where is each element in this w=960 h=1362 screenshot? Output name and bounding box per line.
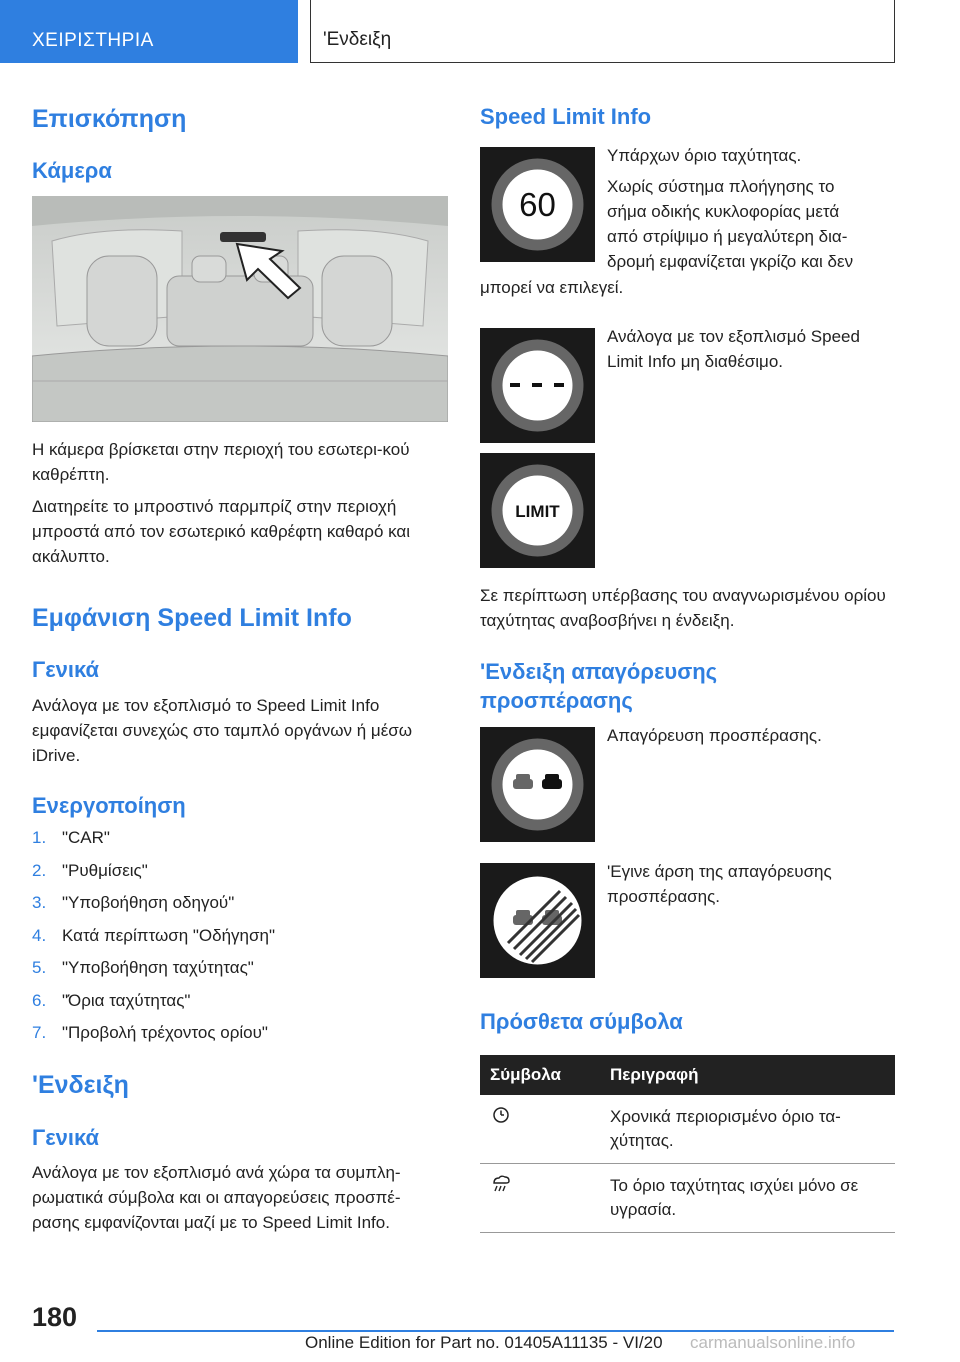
sli-paragraph-2-end: μπορεί να επιλεγεί. <box>480 278 624 297</box>
list-item: 4. Κατά περίπτωση "Οδήγηση" <box>32 925 275 945</box>
table-header-row <box>480 1055 895 1095</box>
no-overtaking-sign <box>480 727 595 842</box>
svg-text:60: 60 <box>519 186 556 223</box>
extra-symbols-heading: Πρόσθετα σύμβολα <box>480 1009 683 1034</box>
symbols-table <box>480 1055 895 1233</box>
list-item: 5. "Υποβοήθηση ταχύτητας" <box>32 958 254 977</box>
end-no-overtaking-sign <box>480 863 595 978</box>
table-row <box>480 1164 895 1233</box>
sli-heading: Speed Limit Info <box>480 104 652 129</box>
svg-text:LIMIT: LIMIT <box>515 502 560 521</box>
general-paragraph: Ανάλογα με τον εξοπλισμό το Speed Limit Info εμφανίζεται συνεχώς στο ταμπλό οργάνων ή μέσω iDrive. <box>32 696 413 765</box>
page-number: 180 <box>32 1302 78 1332</box>
table-cell-description: Το όριο ταχύτητας ισχύει μόνο σε υγρασία. <box>600 1164 895 1233</box>
display-heading: Εμφάνιση Speed Limit Info <box>32 604 352 632</box>
general2-heading: Γενικά <box>32 1125 100 1150</box>
table-cell-symbol <box>480 1095 600 1164</box>
header-section-tab <box>0 0 298 63</box>
overview-heading: Επισκόπηση <box>32 105 187 133</box>
sli-paragraph-2: Χωρίς σύστημα πλοήγησης το σήμα οδικής κυκλοφορίας μετά από στρίψιμο ή μεγαλύτερη δια- δρομή εμφανίζεται γκρίζο και δεν <box>607 177 854 271</box>
table-cell-description: Χρονικά περιορισμένο όριο τα-χύτητας. <box>600 1095 895 1164</box>
sli-paragraph-3: Ανάλογα με τον εξοπλισμό Speed Limit Info μη διαθέσιμο. <box>607 327 860 371</box>
rain-icon <box>490 1174 512 1194</box>
table-cell-symbol <box>480 1164 600 1233</box>
indication-heading: 'Ενδειξη <box>32 1071 129 1099</box>
camera-paragraph-2: Διατηρείτε το μπροστινό παρμπρίζ στην περιοχή μπροστά από τον εσωτερικό καθρέφτη καθαρό και ακάλυπτο. <box>32 497 411 566</box>
activation-steps-list <box>32 828 448 1056</box>
edition-note: Online Edition for Part no. 01405A11135 - VI/20 <box>305 1333 663 1352</box>
list-item: 2. "Ρυθμίσεις" <box>32 860 148 880</box>
overtake-heading: 'Ενδειξη απαγόρευσης προσπέρασης <box>480 659 718 713</box>
table-header-symbols: Σύμβολα <box>480 1055 600 1095</box>
speed-limit-unavailable-sign <box>480 328 595 443</box>
overtake-paragraph-1: Απαγόρευση προσπέρασης. <box>607 726 822 745</box>
speed-limit-limit-sign <box>480 453 595 568</box>
list-item: 6. "Όρια ταχύτητας" <box>32 990 191 1010</box>
general-heading: Γενικά <box>32 657 100 682</box>
clock-icon <box>490 1105 512 1125</box>
camera-heading: Κάμερα <box>32 158 112 183</box>
speed-limit-60-sign <box>480 147 595 262</box>
table-row <box>480 1095 895 1164</box>
header-chapter-tab <box>310 0 895 63</box>
list-item: 1. "CAR" <box>32 828 110 847</box>
general2-paragraph: Ανάλογα με τον εξοπλισμό ανά χώρα τα συμπλη-ρωματικά σύμβολα και οι απαγορεύσεις προσπέ-ρασης εμφανίζονται μαζί με το Speed Limit Info. <box>32 1163 401 1232</box>
sli-paragraph-1: Υπάρχων όριο ταχύτητας. <box>607 146 802 165</box>
camera-location-illustration <box>32 196 448 422</box>
list-item: 7. "Προβολή τρέχοντος ορίου" <box>32 1023 268 1042</box>
header-section-label: ΧΕΙΡΙΣΤΗΡΙΑ <box>32 30 154 51</box>
sli-paragraph-4: Σε περίπτωση υπέρβασης του αναγνωρισμένου ορίου ταχύτητας αναβοσβήνει η ένδειξη. <box>480 586 886 630</box>
table-header-description: Περιγραφή <box>600 1055 895 1095</box>
header-chapter-label: 'Ενδειξη <box>323 29 392 50</box>
overtake-paragraph-2: 'Εγινε άρση της απαγόρευσης προσπέρασης. <box>607 862 832 906</box>
watermark-text: carmanualsonline.info <box>690 1333 856 1352</box>
activation-heading: Ενεργοποίηση <box>32 793 186 818</box>
footer-divider <box>97 1330 894 1332</box>
camera-paragraph-1: Η κάμερα βρίσκεται στην περιοχή του εσωτερι-κού καθρέπτη. <box>32 440 410 484</box>
list-item: 3. "Υποβοήθηση οδηγού" <box>32 893 235 912</box>
